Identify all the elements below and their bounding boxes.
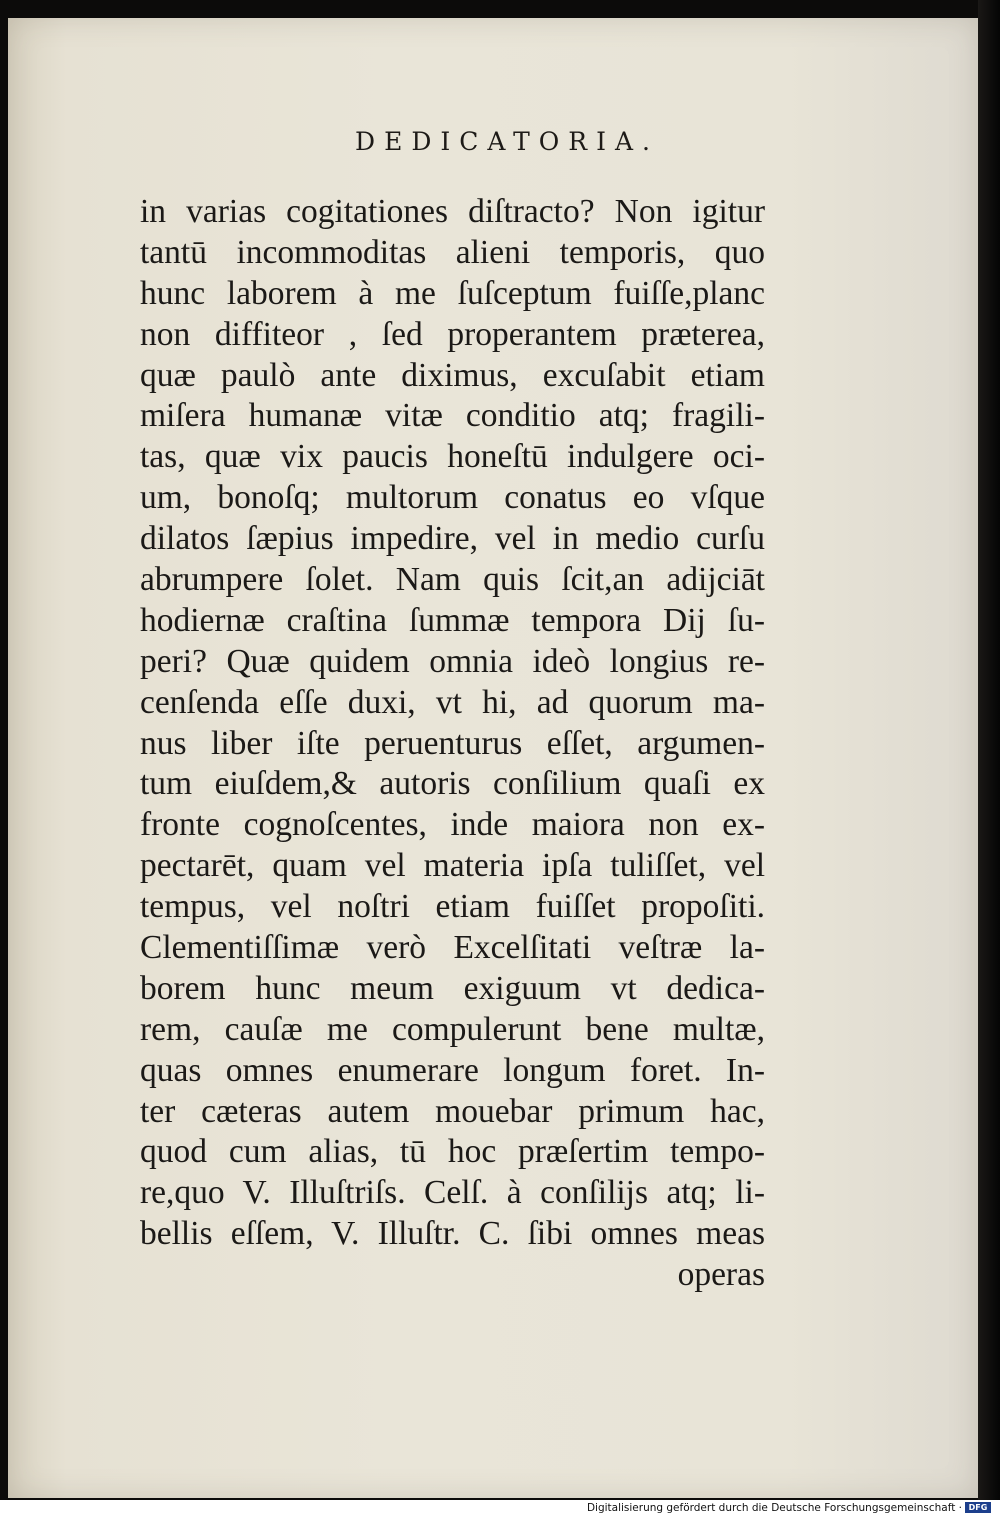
- text-line: tas, quæ vix paucis honeſtū indulgere oci-: [140, 438, 765, 476]
- text-line: nus liber iſte peruenturus eſſet, argumen-: [140, 724, 765, 762]
- text-line: hodiernæ craſtina ſummæ tempora Dij ſu-: [140, 601, 765, 639]
- dfg-logo: DFG: [965, 1502, 991, 1513]
- catchword: operas: [677, 1256, 765, 1294]
- text-line: non diffiteor , ſed properantem præterea,: [140, 315, 765, 353]
- text-line: quas omnes enumerare longum foret. In-: [140, 1051, 765, 1089]
- text-line: abrumpere ſolet. Nam quis ſcit,an adijciāt: [140, 561, 765, 599]
- text-line: borem hunc meum exiguum vt dedica-: [140, 969, 765, 1007]
- book-edge: [978, 0, 1000, 1500]
- running-head: DEDICATORIA.: [355, 127, 659, 156]
- text-line: hunc laborem à me ſuſceptum fuiſſe,planc: [140, 274, 765, 312]
- text-line: re,quo V. Illuſtriſs. Celſ. à conſilijs atq; li-: [140, 1174, 765, 1212]
- text-line: cenſenda eſſe duxi, vt hi, ad quorum ma-: [140, 683, 765, 721]
- text-line: bellis eſſem, V. Illuſtr. C. ſibi omnes meas: [140, 1215, 765, 1253]
- text-line: tempus, vel noſtri etiam fuiſſet propoſiti.: [140, 888, 765, 926]
- text-line: fronte cognoſcentes, inde maiora non ex-: [140, 806, 765, 844]
- body-text: [140, 192, 765, 1296]
- text-line: quod cum alias, tū hoc præſertim tempo-: [140, 1133, 765, 1171]
- text-line: peri? Quæ quidem omnia ideò longius re-: [140, 642, 765, 680]
- digitization-credit: Digitalisierung gefördert durch die Deutsche Forschungsgemeinschaft ·: [586, 1502, 962, 1514]
- text-line: tantū incommoditas alieni temporis, quo: [140, 233, 765, 271]
- text-line: ter cæteras autem mouebar primum hac,: [140, 1092, 765, 1130]
- text-line: in varias cogitationes diſtracto? Non igitur: [140, 193, 765, 230]
- text-line: tum eiuſdem,& autoris conſilium quaſi ex: [140, 765, 765, 803]
- text-line: miſera humanæ vitæ conditio atq; fragili-: [140, 397, 765, 435]
- text-line: dilatos ſæpius impedire, vel in medio curſu: [140, 520, 765, 558]
- text-line: rem, cauſæ me compulerunt bene multæ,: [140, 1010, 765, 1048]
- text-line: quæ paulò ante diximus, excuſabit etiam: [140, 356, 765, 394]
- text-line: Clementiſſimæ verò Excelſitati veſtræ la-: [140, 929, 765, 967]
- text-line: um, bonoſq; multorum conatus eo vſque: [140, 479, 765, 517]
- text-line: pectarēt, quam vel materia ipſa tuliſſet, vel: [140, 847, 765, 885]
